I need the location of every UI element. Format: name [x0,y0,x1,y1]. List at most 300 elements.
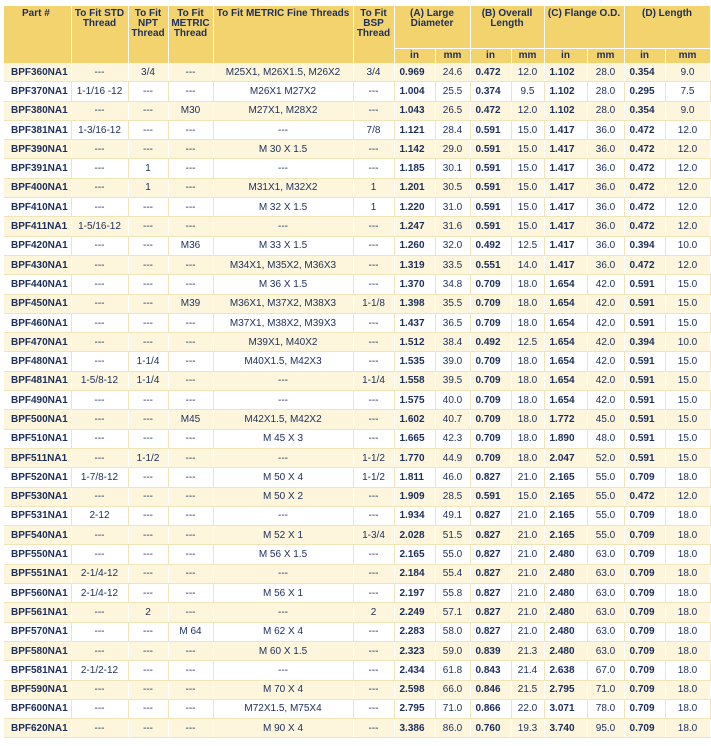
table-row [4,526,710,545]
overall-length-mm-cell: 21.0 [511,506,544,525]
part-number-cell: BPF551NA1 [4,564,71,583]
bsp-thread-cell: --- [353,487,394,506]
length-in-cell: 0.709 [624,719,665,738]
flange-od-in-cell: 1.102 [544,82,587,101]
bsp-thread-cell: --- [353,275,394,294]
flange-od-mm-cell: 48.0 [587,429,624,448]
large-diameter-mm-cell: 61.8 [435,661,470,680]
npt-thread-cell: 3/4 [128,63,168,82]
overall-length-in-cell: 0.709 [470,391,511,410]
metric-fine-thread-cell: --- [213,217,353,236]
large-diameter-mm-cell: 59.0 [435,641,470,660]
flange-od-in-cell: 1.417 [544,198,587,217]
large-diameter-mm-cell: 55.0 [435,545,470,564]
flange-od-mm-cell: 36.0 [587,198,624,217]
flange-od-in-cell: 2.480 [544,584,587,603]
length-mm-cell: 18.0 [665,699,710,718]
overall-length-in-cell: 0.709 [470,429,511,448]
table-row [4,198,710,217]
length-mm-cell: 15.0 [665,294,710,313]
bsp-thread-cell: --- [353,564,394,583]
overall-length-in-cell: 0.843 [470,661,511,680]
large-diameter-mm-cell: 35.5 [435,294,470,313]
std-thread-cell: 1-5/8-12 [71,371,128,390]
std-thread-cell: --- [71,641,128,660]
metric-thread-cell: M45 [168,410,213,429]
length-in-cell: 0.472 [624,198,665,217]
std-thread-cell: --- [71,236,128,255]
flange-od-mm-cell: 63.0 [587,564,624,583]
length-mm-cell: 7.5 [665,82,710,101]
overall-length-in-cell: 0.827 [470,584,511,603]
metric-fine-thread-cell: M 56 X 1.5 [213,545,353,564]
header-part: Part # [4,6,71,63]
bsp-thread-cell: --- [353,622,394,641]
flange-od-in-cell: 1.417 [544,178,587,197]
length-mm-cell: 12.0 [665,255,710,274]
overall-length-mm-cell: 15.0 [511,159,544,178]
length-mm-cell: 15.0 [665,275,710,294]
large-diameter-mm-cell: 51.5 [435,526,470,545]
bsp-thread-cell: --- [353,333,394,352]
length-mm-cell: 18.0 [665,526,710,545]
metric-thread-cell: --- [168,661,213,680]
overall-length-mm-cell: 21.4 [511,661,544,680]
overall-length-in-cell: 0.827 [470,545,511,564]
flange-od-in-cell: 1.654 [544,275,587,294]
overall-length-mm-cell: 12.5 [511,333,544,352]
table-header [4,6,710,63]
flange-od-mm-cell: 52.0 [587,448,624,467]
overall-length-mm-cell: 18.0 [511,352,544,371]
metric-fine-thread-cell: --- [213,603,353,622]
std-thread-cell: --- [71,313,128,332]
part-number-cell: BPF550NA1 [4,545,71,564]
metric-thread-cell: M36 [168,236,213,255]
overall-length-mm-cell: 12.0 [511,63,544,82]
part-number-cell: BPF590NA1 [4,680,71,699]
length-in-cell: 0.591 [624,448,665,467]
part-number-cell: BPF440NA1 [4,275,71,294]
metric-thread-cell: --- [168,564,213,583]
std-thread-cell: 1-3/16-12 [71,120,128,139]
large-diameter-mm-cell: 38.4 [435,333,470,352]
bsp-thread-cell: --- [353,641,394,660]
large-diameter-in-cell: 1.398 [394,294,435,313]
npt-thread-cell: 1-1/4 [128,371,168,390]
npt-thread-cell: --- [128,468,168,487]
table-row [4,313,710,332]
npt-thread-cell: --- [128,391,168,410]
length-in-cell: 0.472 [624,255,665,274]
length-mm-cell: 18.0 [665,661,710,680]
overall-length-in-cell: 0.472 [470,63,511,82]
overall-length-mm-cell: 18.0 [511,410,544,429]
part-number-cell: BPF581NA1 [4,661,71,680]
table-row [4,410,710,429]
npt-thread-cell: --- [128,101,168,120]
large-diameter-mm-cell: 28.4 [435,120,470,139]
metric-thread-cell: --- [168,333,213,352]
length-mm-cell: 18.0 [665,622,710,641]
table-row [4,352,710,371]
flange-od-mm-cell: 28.0 [587,101,624,120]
flange-od-in-cell: 2.165 [544,468,587,487]
flange-od-in-cell: 2.480 [544,545,587,564]
table-row [4,275,710,294]
unit-in: in [394,49,435,64]
unit-mm: mm [665,49,710,64]
table-row [4,448,710,467]
part-number-cell: BPF481NA1 [4,371,71,390]
metric-fine-thread-cell: --- [213,371,353,390]
overall-length-in-cell: 0.591 [470,217,511,236]
part-number-cell: BPF360NA1 [4,63,71,82]
length-mm-cell: 15.0 [665,448,710,467]
overall-length-in-cell: 0.709 [470,371,511,390]
npt-thread-cell: --- [128,680,168,699]
table-row [4,603,710,622]
part-number-cell: BPF381NA1 [4,120,71,139]
flange-od-in-cell: 2.165 [544,506,587,525]
length-mm-cell: 18.0 [665,468,710,487]
npt-thread-cell: 1 [128,178,168,197]
std-thread-cell: --- [71,101,128,120]
part-number-cell: BPF580NA1 [4,641,71,660]
large-diameter-in-cell: 1.934 [394,506,435,525]
overall-length-in-cell: 0.709 [470,294,511,313]
large-diameter-in-cell: 1.535 [394,352,435,371]
npt-thread-cell: --- [128,526,168,545]
large-diameter-in-cell: 1.185 [394,159,435,178]
length-mm-cell: 18.0 [665,641,710,660]
flange-od-in-cell: 1.417 [544,159,587,178]
metric-thread-cell: --- [168,159,213,178]
header-overall-length: (B) Overall Length [470,6,544,49]
std-thread-cell: --- [71,63,128,82]
table-row [4,391,710,410]
flange-od-mm-cell: 36.0 [587,217,624,236]
metric-thread-cell: --- [168,429,213,448]
length-mm-cell: 12.0 [665,217,710,236]
large-diameter-in-cell: 2.323 [394,641,435,660]
length-mm-cell: 9.0 [665,101,710,120]
overall-length-mm-cell: 21.0 [511,622,544,641]
flange-od-in-cell: 2.480 [544,564,587,583]
metric-fine-thread-cell: M 62 X 4 [213,622,353,641]
length-in-cell: 0.709 [624,680,665,699]
large-diameter-mm-cell: 39.0 [435,352,470,371]
length-in-cell: 0.472 [624,487,665,506]
metric-fine-thread-cell: M34X1, M35X2, M36X3 [213,255,353,274]
bsp-thread-cell: --- [353,410,394,429]
bsp-thread-cell: 1-1/2 [353,448,394,467]
npt-thread-cell: --- [128,487,168,506]
part-number-cell: BPF560NA1 [4,584,71,603]
flange-od-mm-cell: 67.0 [587,661,624,680]
std-thread-cell: 2-1/4-12 [71,564,128,583]
bsp-thread-cell: 1 [353,198,394,217]
overall-length-mm-cell: 21.5 [511,680,544,699]
part-number-cell: BPF400NA1 [4,178,71,197]
overall-length-in-cell: 0.827 [470,468,511,487]
flange-od-mm-cell: 63.0 [587,603,624,622]
table-row [4,680,710,699]
flange-od-mm-cell: 63.0 [587,584,624,603]
metric-fine-thread-cell: M 60 X 1.5 [213,641,353,660]
overall-length-in-cell: 0.591 [470,140,511,159]
overall-length-in-cell: 0.591 [470,120,511,139]
overall-length-in-cell: 0.492 [470,333,511,352]
part-number-cell: BPF620NA1 [4,719,71,738]
overall-length-in-cell: 0.760 [470,719,511,738]
large-diameter-mm-cell: 28.5 [435,487,470,506]
bsp-thread-cell: 1 [353,178,394,197]
length-mm-cell: 15.0 [665,371,710,390]
table-row [4,661,710,680]
flange-od-in-cell: 1.654 [544,371,587,390]
npt-thread-cell: --- [128,82,168,101]
metric-fine-thread-cell: M 30 X 1.5 [213,140,353,159]
flange-od-in-cell: 1.102 [544,63,587,82]
flange-od-in-cell: 2.480 [544,603,587,622]
large-diameter-in-cell: 1.602 [394,410,435,429]
large-diameter-mm-cell: 31.6 [435,217,470,236]
part-number-cell: BPF570NA1 [4,622,71,641]
length-in-cell: 0.472 [624,140,665,159]
length-in-cell: 0.591 [624,313,665,332]
std-thread-cell: 2-1/4-12 [71,584,128,603]
metric-fine-thread-cell: M36X1, M37X2, M38X3 [213,294,353,313]
large-diameter-in-cell: 1.201 [394,178,435,197]
npt-thread-cell: --- [128,294,168,313]
length-mm-cell: 9.0 [665,63,710,82]
part-number-cell: BPF600NA1 [4,699,71,718]
metric-fine-thread-cell: M26X1 M27X2 [213,82,353,101]
length-in-cell: 0.709 [624,622,665,641]
std-thread-cell: 2-1/2-12 [71,661,128,680]
flange-od-in-cell: 1.890 [544,429,587,448]
part-number-cell: BPF540NA1 [4,526,71,545]
spec-table-container [4,6,698,738]
length-mm-cell: 15.0 [665,429,710,448]
header-flange-od: (C) Flange O.D. [544,6,624,49]
overall-length-mm-cell: 18.0 [511,391,544,410]
table-row [4,159,710,178]
large-diameter-in-cell: 1.665 [394,429,435,448]
flange-od-in-cell: 1.417 [544,217,587,236]
large-diameter-in-cell: 1.558 [394,371,435,390]
std-thread-cell: --- [71,275,128,294]
large-diameter-in-cell: 1.004 [394,82,435,101]
large-diameter-mm-cell: 58.0 [435,622,470,641]
overall-length-mm-cell: 15.0 [511,120,544,139]
bsp-thread-cell: --- [353,506,394,525]
table-row [4,564,710,583]
table-row [4,468,710,487]
flange-od-mm-cell: 36.0 [587,140,624,159]
large-diameter-in-cell: 1.512 [394,333,435,352]
large-diameter-mm-cell: 55.4 [435,564,470,583]
metric-thread-cell: --- [168,487,213,506]
metric-fine-thread-cell: --- [213,448,353,467]
flange-od-mm-cell: 78.0 [587,699,624,718]
metric-thread-cell: --- [168,699,213,718]
table-row [4,82,710,101]
length-in-cell: 0.709 [624,699,665,718]
bsp-thread-cell: 1-3/4 [353,526,394,545]
large-diameter-mm-cell: 30.5 [435,178,470,197]
length-in-cell: 0.709 [624,564,665,583]
length-in-cell: 0.709 [624,526,665,545]
part-number-cell: BPF410NA1 [4,198,71,217]
metric-fine-thread-cell: M42X1.5, M42X2 [213,410,353,429]
overall-length-in-cell: 0.492 [470,236,511,255]
metric-thread-cell: --- [168,371,213,390]
large-diameter-mm-cell: 44.9 [435,448,470,467]
flange-od-mm-cell: 42.0 [587,333,624,352]
npt-thread-cell: --- [128,275,168,294]
table-row [4,719,710,738]
overall-length-mm-cell: 18.0 [511,448,544,467]
std-thread-cell: 1-5/16-12 [71,217,128,236]
flange-od-in-cell: 2.795 [544,680,587,699]
header-large-diameter: (A) Large Diameter [394,6,470,49]
flange-od-mm-cell: 36.0 [587,255,624,274]
metric-fine-thread-cell: M 32 X 1.5 [213,198,353,217]
flange-od-mm-cell: 55.0 [587,526,624,545]
bsp-thread-cell: --- [353,82,394,101]
metric-fine-thread-cell: M 50 X 2 [213,487,353,506]
overall-length-in-cell: 0.827 [470,526,511,545]
npt-thread-cell: --- [128,719,168,738]
part-number-cell: BPF380NA1 [4,101,71,120]
overall-length-in-cell: 0.591 [470,198,511,217]
large-diameter-mm-cell: 25.5 [435,82,470,101]
length-in-cell: 0.472 [624,178,665,197]
flange-od-in-cell: 1.772 [544,410,587,429]
bsp-thread-cell: --- [353,159,394,178]
std-thread-cell: --- [71,255,128,274]
large-diameter-in-cell: 1.437 [394,313,435,332]
metric-thread-cell: --- [168,140,213,159]
bsp-thread-cell: --- [353,680,394,699]
overall-length-mm-cell: 18.0 [511,294,544,313]
bsp-thread-cell: 1-1/4 [353,371,394,390]
flange-od-mm-cell: 63.0 [587,545,624,564]
overall-length-mm-cell: 21.0 [511,545,544,564]
metric-thread-cell: --- [168,217,213,236]
length-in-cell: 0.591 [624,391,665,410]
part-number-cell: BPF530NA1 [4,487,71,506]
flange-od-mm-cell: 42.0 [587,391,624,410]
overall-length-mm-cell: 12.0 [511,101,544,120]
large-diameter-in-cell: 2.283 [394,622,435,641]
bsp-thread-cell: --- [353,101,394,120]
metric-fine-thread-cell: M 56 X 1 [213,584,353,603]
std-thread-cell: 1-1/16 -12 [71,82,128,101]
metric-thread-cell: --- [168,352,213,371]
npt-thread-cell: 1 [128,159,168,178]
part-number-cell: BPF520NA1 [4,468,71,487]
length-mm-cell: 12.0 [665,140,710,159]
metric-thread-cell: --- [168,506,213,525]
flange-od-mm-cell: 36.0 [587,159,624,178]
length-mm-cell: 15.0 [665,391,710,410]
large-diameter-in-cell: 1.811 [394,468,435,487]
large-diameter-mm-cell: 57.1 [435,603,470,622]
unit-mm: mm [587,49,624,64]
table-row [4,217,710,236]
npt-thread-cell: 2 [128,603,168,622]
metric-fine-thread-cell: M31X1, M32X2 [213,178,353,197]
spec-table [4,6,711,738]
large-diameter-in-cell: 1.220 [394,198,435,217]
large-diameter-mm-cell: 39.5 [435,371,470,390]
part-number-cell: BPF511NA1 [4,448,71,467]
length-mm-cell: 18.0 [665,564,710,583]
metric-fine-thread-cell: M 36 X 1.5 [213,275,353,294]
flange-od-in-cell: 2.480 [544,622,587,641]
length-in-cell: 0.591 [624,371,665,390]
npt-thread-cell: --- [128,661,168,680]
large-diameter-in-cell: 2.197 [394,584,435,603]
flange-od-mm-cell: 28.0 [587,82,624,101]
overall-length-in-cell: 0.709 [470,448,511,467]
flange-od-in-cell: 1.102 [544,101,587,120]
large-diameter-mm-cell: 66.0 [435,680,470,699]
table-row [4,294,710,313]
part-number-cell: BPF480NA1 [4,352,71,371]
length-in-cell: 0.709 [624,545,665,564]
overall-length-in-cell: 0.827 [470,603,511,622]
npt-thread-cell: --- [128,699,168,718]
large-diameter-in-cell: 2.028 [394,526,435,545]
large-diameter-mm-cell: 32.0 [435,236,470,255]
npt-thread-cell: --- [128,198,168,217]
overall-length-mm-cell: 9.5 [511,82,544,101]
flange-od-mm-cell: 42.0 [587,371,624,390]
flange-od-mm-cell: 55.0 [587,468,624,487]
metric-fine-thread-cell: M72X1.5, M75X4 [213,699,353,718]
table-row [4,641,710,660]
std-thread-cell: --- [71,526,128,545]
bsp-thread-cell: --- [353,313,394,332]
large-diameter-mm-cell: 40.7 [435,410,470,429]
npt-thread-cell: --- [128,410,168,429]
flange-od-mm-cell: 45.0 [587,410,624,429]
metric-fine-thread-cell: M39X1, M40X2 [213,333,353,352]
flange-od-mm-cell: 95.0 [587,719,624,738]
npt-thread-cell: 1-1/2 [128,448,168,467]
overall-length-mm-cell: 21.0 [511,526,544,545]
large-diameter-mm-cell: 31.0 [435,198,470,217]
large-diameter-mm-cell: 30.1 [435,159,470,178]
std-thread-cell: --- [71,333,128,352]
large-diameter-mm-cell: 26.5 [435,101,470,120]
npt-thread-cell: --- [128,236,168,255]
bsp-thread-cell: 1-1/8 [353,294,394,313]
npt-thread-cell: --- [128,217,168,236]
table-row [4,140,710,159]
overall-length-in-cell: 0.591 [470,487,511,506]
large-diameter-in-cell: 1.575 [394,391,435,410]
overall-length-in-cell: 0.846 [470,680,511,699]
npt-thread-cell: --- [128,641,168,660]
overall-length-in-cell: 0.709 [470,352,511,371]
length-in-cell: 0.354 [624,101,665,120]
overall-length-mm-cell: 15.0 [511,178,544,197]
